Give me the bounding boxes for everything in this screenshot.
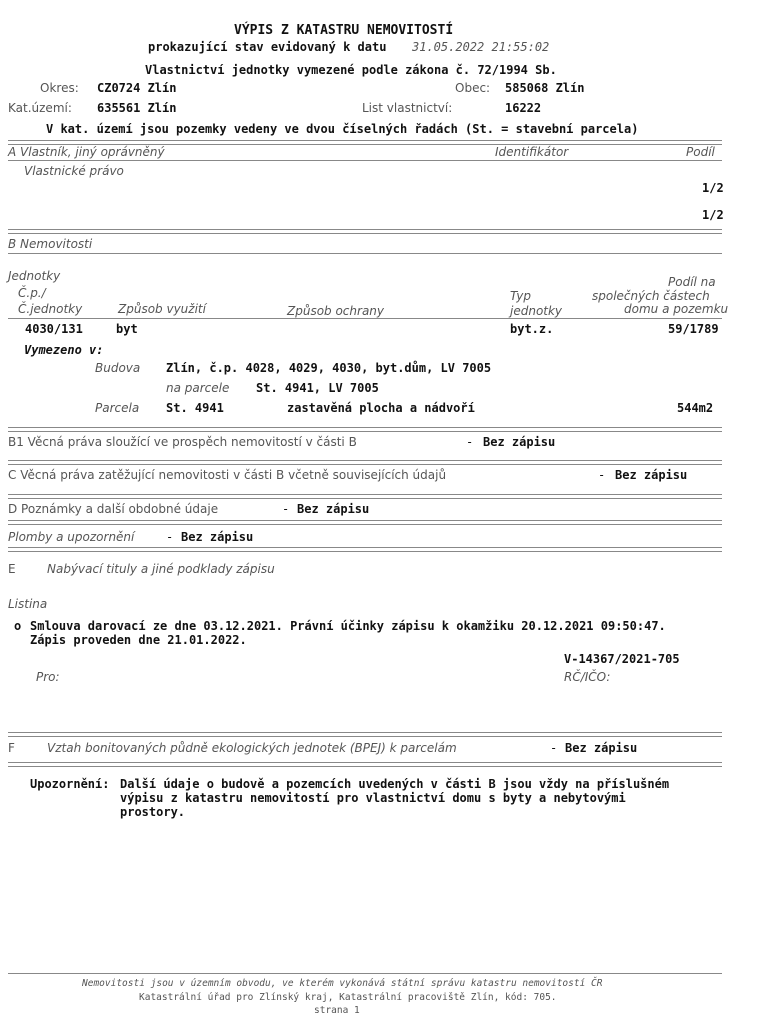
- listina-line1: Smlouva darovací ze dne 03.12.2021. Právní účinky zápisu k okamžiku 20.12.2021 09:50:47.: [30, 619, 666, 633]
- section-f-letter: F: [8, 741, 15, 755]
- section-c-rule: [8, 460, 722, 465]
- section-a-label: A Vlastník, jiný oprávněný: [8, 145, 165, 159]
- section-b1-dash: -: [466, 435, 474, 449]
- section-b-label: B Nemovitosti: [8, 237, 93, 251]
- parcela-area: 544m2: [677, 401, 714, 415]
- lv-value: 16222: [505, 101, 542, 115]
- budova-value: Zlín, č.p. 4028, 4029, 4030, byt.dům, LV 7005: [166, 361, 492, 375]
- section-b1-rule: [8, 427, 722, 432]
- okres-value: CZ0724 Zlín: [97, 81, 177, 95]
- listina-line2: Zápis proveden dne 21.01.2022.: [30, 633, 247, 647]
- footer-rule: [8, 973, 722, 974]
- katuzemi-value: 635561 Zlín: [97, 101, 177, 115]
- col-podil-line3: domu a pozemku: [624, 302, 729, 316]
- notice-line1: Další údaje o budově a pozemcích uvedených v části B jsou vždy na příslušném: [120, 777, 670, 791]
- budova-label: Budova: [95, 361, 141, 375]
- section-c-value: Bez zápisu: [615, 468, 688, 482]
- section-a-header-rule: [8, 160, 722, 161]
- section-b-header-rule: [8, 253, 722, 254]
- section-c-dash: -: [598, 468, 606, 482]
- podil-header: Podíl: [686, 145, 715, 159]
- lv-label: List vlastnictví:: [362, 101, 453, 115]
- law-line: Vlastnictví jednotky vymezené podle zákona č. 72/1994 Sb.: [145, 63, 557, 77]
- notice-rule: [8, 762, 722, 767]
- share-1: 1/2: [702, 181, 724, 195]
- parcela-label: Parcela: [95, 401, 140, 415]
- plomby-value: Bez zápisu: [181, 530, 254, 544]
- section-d-dash: -: [282, 502, 290, 516]
- plomby-rule: [8, 520, 722, 525]
- subtitle-date: 31.05.2022 21:55:02: [412, 40, 550, 54]
- col-podil-line2: společných částech: [592, 289, 710, 303]
- section-f-value: Bez zápisu: [565, 741, 638, 755]
- parcela-type: zastavěná plocha a nádvoří: [287, 401, 475, 415]
- section-f-dash: -: [550, 741, 558, 755]
- listina-label: Listina: [8, 597, 48, 611]
- section-f-label: Vztah bonitovaných půdně ekologických jednotek (BPEJ) k parcelám: [47, 741, 457, 755]
- unit-number: 4030/131: [25, 322, 83, 336]
- obec-label: Obec:: [455, 81, 491, 95]
- section-e-rule: [8, 547, 722, 552]
- col-typ-line2: jednotky: [510, 304, 563, 318]
- section-b1-value: Bez zápisu: [483, 435, 556, 449]
- col-podil-line1: Podíl na: [668, 275, 716, 289]
- rcico-label: RČ/IČO:: [564, 670, 611, 684]
- plomby-label: Plomby a upozornění: [8, 530, 135, 544]
- pro-label: Pro:: [36, 670, 60, 684]
- naparcele-label: na parcele: [166, 381, 230, 395]
- col-cp-line1: Č.p./: [18, 286, 46, 300]
- notice-line2: výpisu z katastru nemovitostí pro vlastnictví domu s byty a nebytovými: [120, 791, 626, 805]
- parcels-note: V kat. území jsou pozemky vedeny ve dvou číselných řadách (St. = stavební parcela): [46, 122, 639, 136]
- unit-share: 59/1789: [668, 322, 719, 336]
- subtitle-prefix: prokazující stav evidovaný k datu: [148, 40, 387, 54]
- jednotky-header-rule: [8, 318, 722, 319]
- col-zpusob-header: Způsob využití: [118, 302, 206, 316]
- section-d-label: D Poznámky a další obdobné údaje: [8, 502, 219, 516]
- obec-value: 585068 Zlín: [505, 81, 585, 95]
- footer-line2: Katastrální úřad pro Zlínský kraj, Katastrální pracoviště Zlín, kód: 705.: [139, 992, 557, 1003]
- col-typ-line1: Typ: [510, 289, 532, 303]
- col-ochrana-header: Způsob ochrany: [287, 304, 385, 318]
- naparcele-value: St. 4941, LV 7005: [256, 381, 379, 395]
- section-e-label: Nabývací tituly a jiné podklady zápisu: [47, 562, 275, 576]
- jednotky-heading: Jednotky: [8, 269, 61, 283]
- identifikator-header: Identifikátor: [495, 145, 569, 159]
- section-d-value: Bez zápisu: [297, 502, 370, 516]
- vlastnicke-pravo: Vlastnické právo: [24, 164, 124, 178]
- section-e-letter: E: [8, 562, 16, 576]
- listina-bullet: o: [14, 619, 22, 633]
- okres-label: Okres:: [40, 81, 79, 95]
- share-2: 1/2: [702, 208, 724, 222]
- section-b-top-rule: [8, 229, 722, 234]
- parcela-number: St. 4941: [166, 401, 224, 415]
- notice-label: Upozornění:: [30, 777, 110, 791]
- document-title: VÝPIS Z KATASTRU NEMOVITOSTÍ: [234, 23, 454, 38]
- plomby-dash: -: [166, 530, 174, 544]
- section-d-rule: [8, 494, 722, 499]
- vymezeno-label: Vymezeno v:: [24, 343, 104, 357]
- unit-usage: byt: [116, 322, 138, 336]
- footer-page: strana 1: [314, 1005, 360, 1016]
- section-f-rule: [8, 732, 722, 737]
- section-b1-label: B1 Věcná práva sloužící ve prospěch nemovitostí v části B: [8, 435, 357, 449]
- unit-type: byt.z.: [510, 322, 554, 336]
- col-cp-line2: Č.jednotky: [18, 302, 83, 316]
- notice-line3: prostory.: [120, 805, 186, 819]
- katuzemi-label: Kat.území:: [8, 101, 72, 115]
- section-c-label: C Věcná práva zatěžující nemovitosti v části B včetně souvisejících údajů: [8, 468, 447, 482]
- listina-reference: V-14367/2021-705: [564, 652, 680, 666]
- footer-line1: Nemovitosti jsou v územním obvodu, ve kterém vykonává státní správu katastru nemovitostí ČR: [82, 978, 603, 989]
